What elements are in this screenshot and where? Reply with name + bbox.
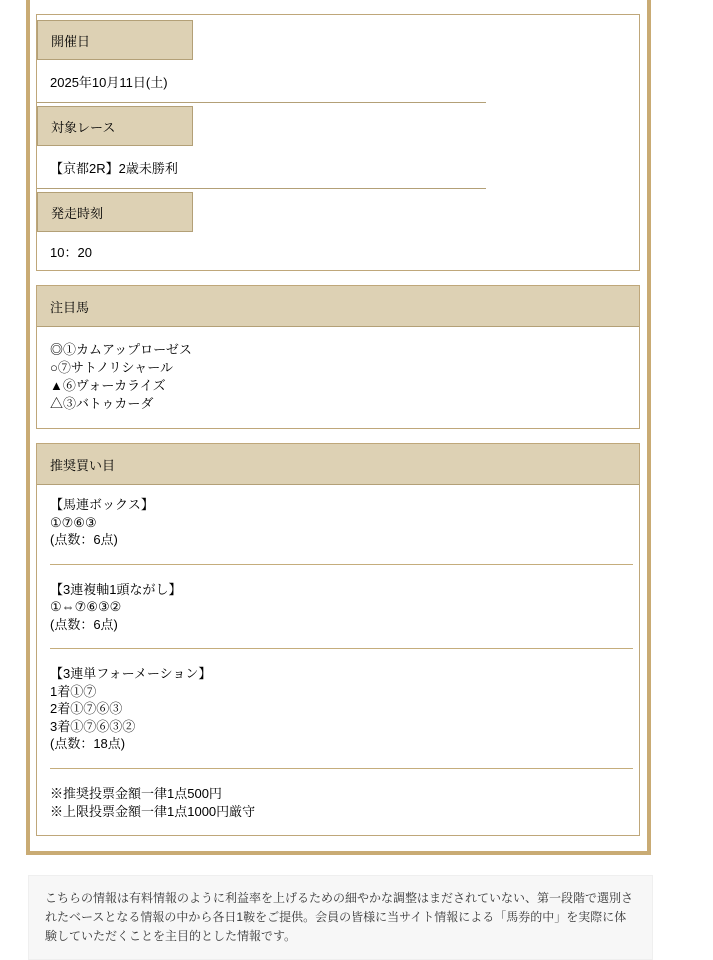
betting-notes: [50, 785, 633, 821]
recommended-bets-title: 推奨買い目: [37, 444, 639, 485]
bet-points: (点数：6点): [50, 616, 118, 632]
bet-block-sanrenpuku-nagashi: [50, 581, 633, 634]
horse-line: ▲⑥ヴォーカライズ: [50, 378, 166, 393]
note-max-amount: ※上限投票金額一律1点1000円厳守: [50, 803, 256, 819]
featured-horses-title: 注目馬: [37, 286, 639, 327]
bet-selection: ①⑦⑥③: [50, 514, 97, 530]
featured-horses-box: [36, 285, 640, 429]
bet-selection-3rd: 3着①⑦⑥③②: [50, 718, 136, 734]
race-info-table: [37, 15, 486, 270]
bet-block-sanrentan-formation: [50, 665, 633, 753]
horse-line: ◎①カムアップローゼス: [50, 342, 192, 357]
divider: [50, 768, 633, 769]
bet-points: (点数：18点): [50, 736, 126, 751]
bet-points: (点数：6点): [50, 532, 118, 547]
disclaimer-footer: [28, 875, 653, 960]
race-info-row-race: [37, 106, 486, 189]
divider: [50, 564, 633, 565]
start-time-value: 10：20: [50, 244, 92, 260]
disclaimer-text: こちらの情報は有料情報のように利益率を上げるための細やかな調整はまだされていない、第一段階で選別されたベースとなる情報の中から各日1鞍をご提供。会員の皆様に当サイト情報による「馬券的中」を実際に体験していただくことを主目的とした情報です。: [45, 891, 634, 943]
target-race-label: 対象レース: [37, 106, 193, 146]
race-info-row-date: [37, 20, 486, 103]
recommended-bets-box: [36, 443, 640, 836]
horse-line: ○⑦サトノリシャール: [50, 360, 174, 375]
bet-type-label: 【馬連ボックス】: [50, 497, 154, 512]
content-frame: [26, 0, 651, 855]
note-recommended-amount: ※推奨投票金額一律1点500円: [50, 785, 222, 801]
race-info-row-time: [37, 192, 486, 270]
featured-horses-list: [37, 327, 639, 428]
bet-selection: ①⇔⑦⑥③②: [50, 599, 122, 614]
horse-line: △③バトゥカーダ: [50, 396, 154, 411]
race-date-value: 2025年10月11日(土): [37, 60, 486, 103]
bet-type-label: 【3連単フォーメーション】: [50, 666, 212, 681]
recommended-bets-body: [37, 485, 639, 835]
target-race-value: 【京都2R】2歳未勝利: [37, 146, 486, 189]
bet-selection-1st: 1着①⑦: [50, 683, 97, 699]
race-date-label: 開催日: [37, 20, 193, 60]
bet-type-label: 【3連複軸1頭ながし】: [50, 581, 182, 597]
bet-selection-2nd: 2着①⑦⑥③: [50, 701, 123, 716]
bet-block-umaren-box: [50, 496, 633, 549]
divider: [50, 648, 633, 649]
race-info-box: [36, 14, 640, 271]
start-time-label: 発走時刻: [37, 192, 193, 232]
